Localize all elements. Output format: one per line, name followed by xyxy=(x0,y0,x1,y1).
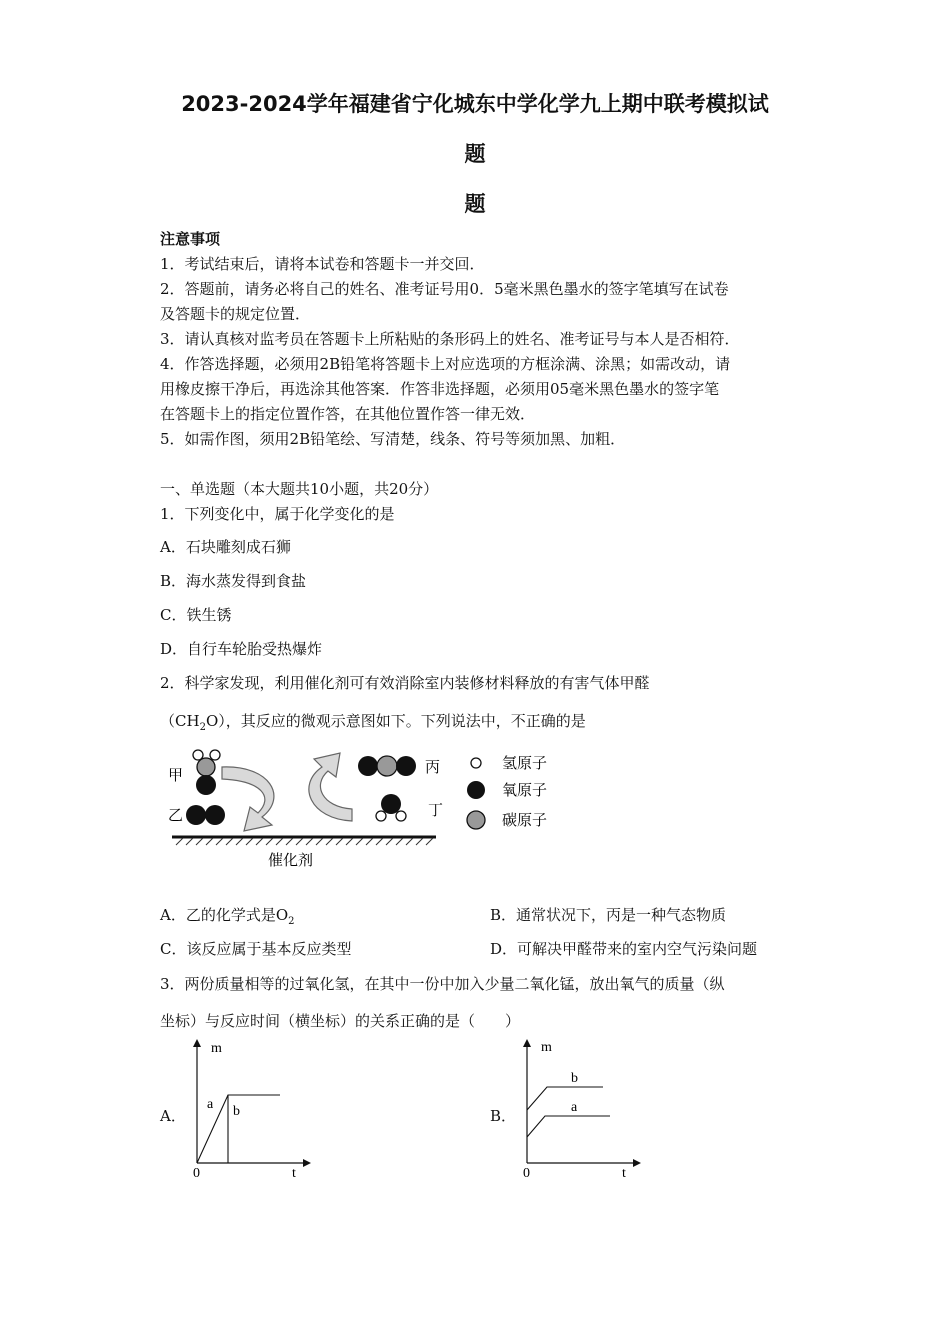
notice-line: 及答题卡的规定位置． xyxy=(160,305,311,323)
q3-stem: 3．两份质量相等的过氧化氢，在其中一份中加入少量二氧化锰，放出氧气的质量（纵 xyxy=(160,975,725,993)
y-axis-arrow-icon xyxy=(523,1039,531,1047)
notice-line: 用橡皮擦干净后，再选涂其他答案．作答非选择题，必须用05毫米黑色墨水的签字笔 xyxy=(160,380,720,398)
series-a-line xyxy=(527,1116,610,1137)
series-b-line xyxy=(527,1087,603,1110)
chart-b xyxy=(515,1035,645,1180)
q1-option-d: D．自行车轮胎受热爆炸 xyxy=(160,640,323,658)
y-axis-arrow-icon xyxy=(193,1039,201,1047)
y-axis-label: m xyxy=(211,1041,222,1056)
chart-b-option-label: B． xyxy=(490,1107,517,1125)
catalyst-label: 催化剂 xyxy=(268,851,314,869)
water-molecule xyxy=(376,794,406,821)
legend-oxygen: 氧原子 xyxy=(502,781,548,799)
oxygen-atom-legend-icon xyxy=(467,781,485,799)
page-title-line3: 题 xyxy=(464,192,486,216)
q2-option-c: C．该反应属于基本反应类型 xyxy=(160,940,352,958)
x-axis-label: t xyxy=(292,1166,296,1180)
curved-arrow-up-icon xyxy=(309,753,352,821)
hydrogen-atom-legend-icon xyxy=(471,758,481,768)
catalyst-surface xyxy=(172,837,436,845)
page-title-line2: 题 xyxy=(464,142,486,166)
series-b-label: b xyxy=(233,1104,240,1119)
q1-option-c: C．铁生锈 xyxy=(160,606,232,624)
label-bing: 丙 xyxy=(425,758,441,776)
q2-option-d: D．可解决甲醛带来的室内空气污染问题 xyxy=(490,940,758,958)
notice-line: 在答题卡上的指定位置作答，在其他位置作答一律无效． xyxy=(160,405,536,423)
carbon-dioxide-molecule xyxy=(358,756,416,776)
chart-a xyxy=(185,1035,315,1180)
label-ding: 丁 xyxy=(428,801,444,819)
legend-hydrogen: 氢原子 xyxy=(502,754,548,772)
carbon-atom-legend-icon xyxy=(467,811,485,829)
reaction-diagram xyxy=(160,745,580,875)
x-axis-arrow-icon xyxy=(303,1159,311,1167)
q2-stem: 2．科学家发现，利用催化剂可有效消除室内装修材料释放的有害气体甲醛 xyxy=(160,674,650,692)
y-axis-label: m xyxy=(541,1040,552,1055)
series-a-label: a xyxy=(207,1097,214,1112)
notice-line: 3．请认真核对监考员在答题卡上所粘贴的条形码上的姓名、准考证号与本人是否相符． xyxy=(160,330,740,348)
x-axis-arrow-icon xyxy=(633,1159,641,1167)
series-b-label: b xyxy=(571,1071,578,1086)
notice-heading: 注意事项 xyxy=(160,230,221,248)
q1-option-a: A．石块雕刻成石狮 xyxy=(160,538,291,556)
chart-a-option-label: A． xyxy=(160,1107,186,1125)
notice-line: 5．如需作图，须用2B铅笔绘、写清楚，线条、符号等须加黑、加粗． xyxy=(160,430,626,448)
label-jia: 甲 xyxy=(168,766,184,784)
q2-option-a: A．乙的化学式是$O_2$ xyxy=(160,906,295,927)
formaldehyde-molecule xyxy=(193,750,220,795)
q3-stem-line2: 坐标）与反应时间（横坐标）的关系正确的是（ ） xyxy=(160,1012,521,1030)
q1-option-b: B．海水蒸发得到食盐 xyxy=(160,572,307,590)
notice-line: 2．答题前，请务必将自己的姓名、准考证号用0．5毫米黑色墨水的签字笔填写在试卷 xyxy=(160,280,729,298)
curved-arrow-down-icon xyxy=(222,767,274,831)
page-title: 2023-2024学年福建省宁化城东中学化学九上期中联考模拟试 xyxy=(181,92,769,116)
oxygen-molecule xyxy=(186,805,225,825)
section-heading: 一、单选题（本大题共10小题，共20分） xyxy=(160,480,439,498)
series-a-label: a xyxy=(571,1100,578,1115)
notice-line: 4．作答选择题，必须用2B铅笔将答题卡上对应选项的方框涂满、涂黑；如需改动，请 xyxy=(160,355,731,373)
q2-option-b: B．通常状况下，丙是一种气态物质 xyxy=(490,906,727,924)
notice-line: 1．考试结束后，请将本试卷和答题卡一并交回． xyxy=(160,255,485,273)
x-axis-label: t xyxy=(622,1166,626,1180)
q2-stem-line2: $(CH_2O)$，其反应的微观示意图如下。下列说法中，不正确的是 xyxy=(160,712,586,733)
label-yi: 乙 xyxy=(168,806,184,824)
origin-label: 0 xyxy=(193,1166,200,1180)
q1-stem: 1．下列变化中，属于化学变化的是 xyxy=(160,505,395,523)
origin-label: 0 xyxy=(523,1166,530,1180)
legend-carbon: 碳原子 xyxy=(502,811,548,829)
